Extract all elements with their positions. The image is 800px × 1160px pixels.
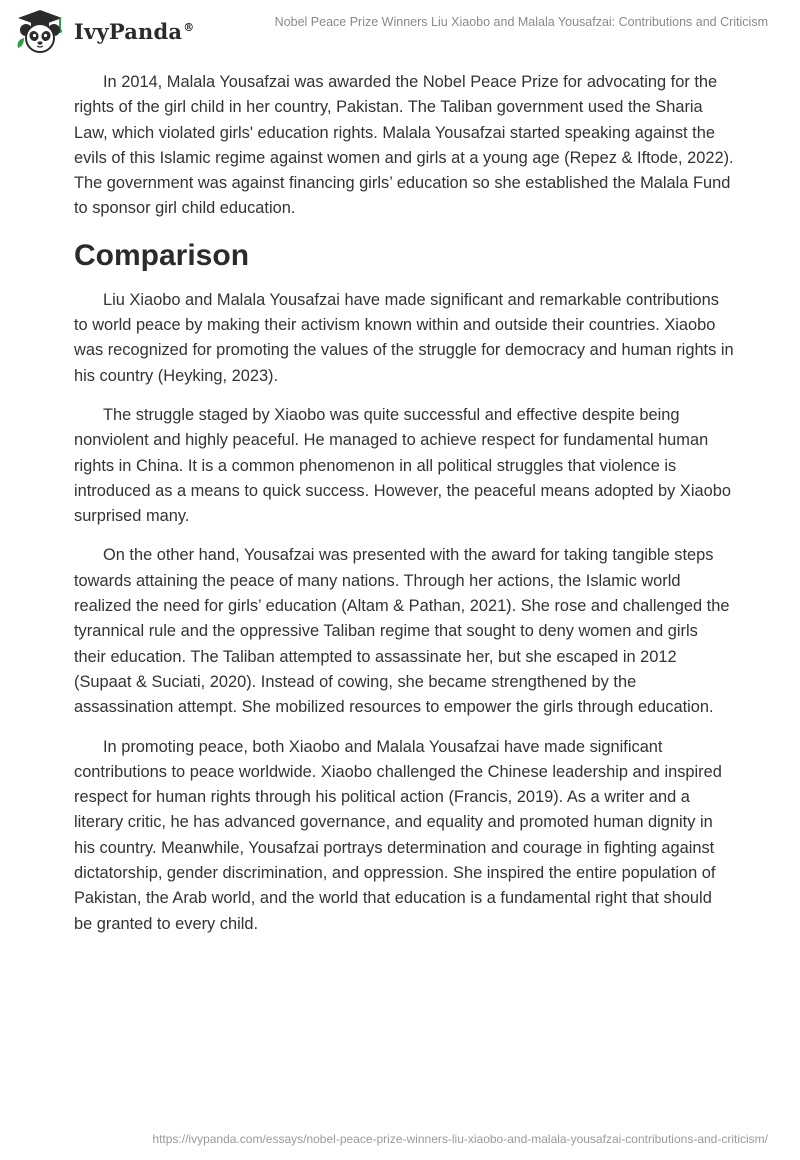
paragraph: The struggle staged by Xiaobo was quite successful and effective despite being nonviolent and highly peaceful. He managed to achieve respect for fundamental human rights in China. It is a common phenomenon in all political struggles that violence is introduced as a means to quick success. However, the peaceful means adopted by Xiaobo surprised many. bbox=[74, 405, 731, 526]
section-heading: Comparison bbox=[74, 238, 250, 272]
paragraph: In promoting peace, both Xiaobo and Malala Yousafzai have made significant contributions to peace worldwide. Xiaobo challenged the Chinese leadership and inspired respect for human rights through his political action (Francis, 2019). As a writer and a literary critic, he has advanced governance, and equality and promoted human dignity in his country. Meanwhile, Yousafzai portrays determination and courage in fighting against dictatorship, gender discrimination, and oppression. She inspired the entire population of Pakistan, the Arab world, and the world that education is a fundamental right that should be granted to every child. bbox=[74, 737, 722, 933]
page-header bbox=[0, 0, 800, 64]
source-url-link[interactable]: https://ivypanda.com/essays/nobel-peace-prize-winners-liu-xiaobo-and-malala-yousafzai-contributions-and-criticism/ bbox=[152, 1132, 768, 1146]
paragraph: On the other hand, Yousafzai was presented with the award for taking tangible steps towards attaining the peace of many nations. Through her actions, the Islamic world realized the need for girls’ education (Altam & Pathan, 2021). She rose and challenged the tyrannical rule and the oppressive Taliban regime that sought to deny women and girls their education. The Taliban attempted to assassinate her, but she escaped in 2012 (Supaat & Suciati, 2020). Instead of cowing, she became strengthened by the assassination attempt. She mobilized resources to empower the girls through education. bbox=[74, 546, 730, 717]
paragraph: Liu Xiaobo and Malala Yousafzai have made significant and remarkable contributions to world peace by making their activism known within and outside their countries. Xiaobo was recognized for promoting the values of the struggle for democracy and human rights in his country (Heyking, 2023). bbox=[74, 290, 734, 385]
paragraph: In 2014, Malala Yousafzai was awarded the Nobel Peace Prize for advocating for the rights of the girl child in her country, Pakistan. The Taliban government used the Sharia Law, which violated girls' education rights. Malala Yousafzai started speaking against the evils of this Islamic regime against women and girls at a young age (Repez & Iftode, 2022). The government was against financing girls’ education so she established the Malala Fund to sponsor girl child education. bbox=[74, 73, 734, 218]
logo-text: IvyPanda® bbox=[74, 18, 195, 44]
essay-content bbox=[74, 70, 734, 951]
ivypanda-logo[interactable] bbox=[14, 8, 194, 54]
document-title: Nobel Peace Prize Winners Liu Xiaobo and Malala Yousafzai: Contributions and Criticism bbox=[274, 15, 768, 29]
registered-mark: ® bbox=[183, 20, 195, 34]
panda-graduate-icon bbox=[14, 8, 66, 54]
